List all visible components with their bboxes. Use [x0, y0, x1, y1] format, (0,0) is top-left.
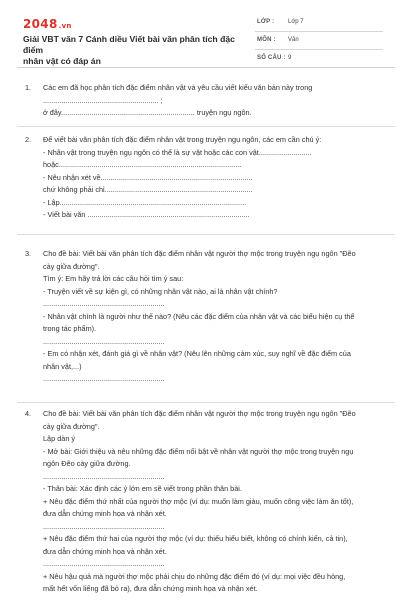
- question-line: ............................................................: [43, 299, 165, 308]
- question-body: [43, 82, 368, 120]
- meta-value-question-count: 9: [288, 55, 292, 61]
- question-line: cày giữa đường".: [43, 421, 100, 431]
- question-line: ngôn Đẽo cày giữa đường.: [43, 459, 131, 468]
- question-line: ............................................................: [43, 374, 165, 383]
- question-number: 3.: [25, 249, 32, 258]
- question-divider: [17, 402, 395, 403]
- question-line: chứ không phải chỉ.........................................................................: [43, 185, 253, 194]
- question-line: đưa dẫn chứng minh họa và nhận xét.: [43, 509, 167, 518]
- question-line: + Nêu hậu quả mà người thợ mộc phải chịu do những đặc điểm đó (ví dụ: mọi việc đều hỏng,: [43, 571, 346, 581]
- question-line: - Mở bài: Giới thiệu và nêu những đặc điểm nổi bật về nhân vật người thợ mộc trong truyện ngụ: [43, 446, 354, 456]
- question-line: Các em đã học phân tích đặc điểm nhân vật và yêu cầu viết kiểu văn bản này trong: [43, 83, 313, 92]
- question-line: ............................................................: [43, 471, 165, 481]
- question-line: trong tác phẩm).: [43, 324, 97, 333]
- meta-row-class: [255, 15, 383, 32]
- question-number: 1.: [25, 83, 32, 92]
- question-body: [43, 408, 368, 596]
- document-header: [5, 2, 395, 66]
- question-line: nhân vật,...): [43, 361, 82, 371]
- question-line: Để viết bài văn phân tích đặc điểm nhân vật trong truyện ngụ ngôn, các em cần chú ý:: [43, 135, 322, 144]
- meta-row-question-count: [255, 51, 383, 68]
- question-line: ............................................................: [43, 559, 165, 568]
- question-line: Cho đề bài: Viết bài văn phân tích đặc điểm nhân vật người thợ mộc trong truyện ngụ ngôn "Đẽo: [43, 409, 356, 418]
- question-line: ............................................................: [43, 521, 165, 531]
- question-line: cày giữa đường".: [43, 261, 100, 271]
- question-line: ............................................................: [43, 336, 165, 346]
- question-line: - Viết bài văn ................................................................................: [43, 210, 250, 219]
- question-line: - Thân bài: Xác định các ý lớn em sẽ viết trong phần thân bài.: [43, 484, 242, 493]
- question-line: mất hết vốn liếng đã bỏ ra), đưa dẫn chứng minh họa và nhận xét.: [43, 584, 258, 593]
- question-line: + Nêu đặc điểm thứ hai của người thợ mộc (ví dụ: thiếu hiểu biết, không có chính kiến, cả tin),: [43, 534, 348, 543]
- question-number: 4.: [25, 409, 32, 418]
- question-divider: [17, 234, 395, 235]
- question-body: [43, 134, 368, 222]
- question-line: Lập dàn ý: [43, 434, 76, 443]
- question-line: + Nêu đặc điểm thứ nhất của người thợ mộc (ví dụ: muốn làm giàu, muốn công việc làm ăn tốt),: [43, 496, 354, 506]
- question-divider: [17, 126, 395, 127]
- document-meta: [255, 15, 383, 69]
- document-title: Giải VBT văn 7 Cánh diều Viết bài văn phân tích đặc điểm nhân vật có đáp án: [23, 34, 235, 66]
- meta-value-class: Lớp 7: [288, 19, 304, 25]
- header-divider: [17, 67, 395, 68]
- question-line: Tìm ý: Em hãy trả lời các câu hỏi tìm ý sau:: [43, 274, 184, 283]
- question-line: Cho đề bài: Viết bài văn phân tích đặc điểm nhân vật người thợ mộc trong truyện ngụ ngôn "Đẽo: [43, 249, 356, 258]
- question-number: 2.: [25, 135, 32, 144]
- document-page: [5, 2, 395, 598]
- question-line: - Nêu nhận xét về...........................................................................: [43, 172, 253, 182]
- meta-label-question-count: SỐ CÂU :: [257, 55, 286, 61]
- meta-label-subject: MÔN :: [257, 37, 276, 43]
- logo-sub: .vn: [58, 22, 72, 30]
- site-logo[interactable]: [23, 18, 72, 30]
- question-line: đưa dẫn chứng minh họa và nhận xét.: [43, 546, 167, 556]
- question-line: hoặc..........................................................................................: [43, 160, 242, 169]
- meta-value-subject: Văn: [288, 37, 299, 43]
- meta-row-subject: [255, 33, 383, 50]
- logo-main: 2048: [23, 17, 58, 31]
- question-line: - Nhân vật chính là người như thế nào? (Nêu các đặc điểm của nhân vật và các biểu hiện cụ thể: [43, 311, 355, 321]
- question-line: - Truyện viết về sự kiện gì, có những nhân vật nào, ai là nhân vật chính?: [43, 286, 278, 296]
- meta-label-class: LỚP :: [257, 19, 275, 25]
- question-line: - Nhân vật trong truyện ngụ ngôn có thể là sự vật hoặc các con vật..........................: [43, 147, 312, 157]
- question-line: ở đây.................................................................. truyện ngụ ngôn.: [43, 108, 252, 117]
- question-line: - Em có nhận xét, đánh giá gì về nhân vật? (Nêu lên những cảm xúc, suy nghĩ về đặc điểm của: [43, 349, 351, 358]
- question-line: - Lập............................................................................................: [43, 197, 247, 207]
- question-body: [43, 248, 368, 386]
- question-line: ......................................................... ;: [43, 95, 163, 105]
